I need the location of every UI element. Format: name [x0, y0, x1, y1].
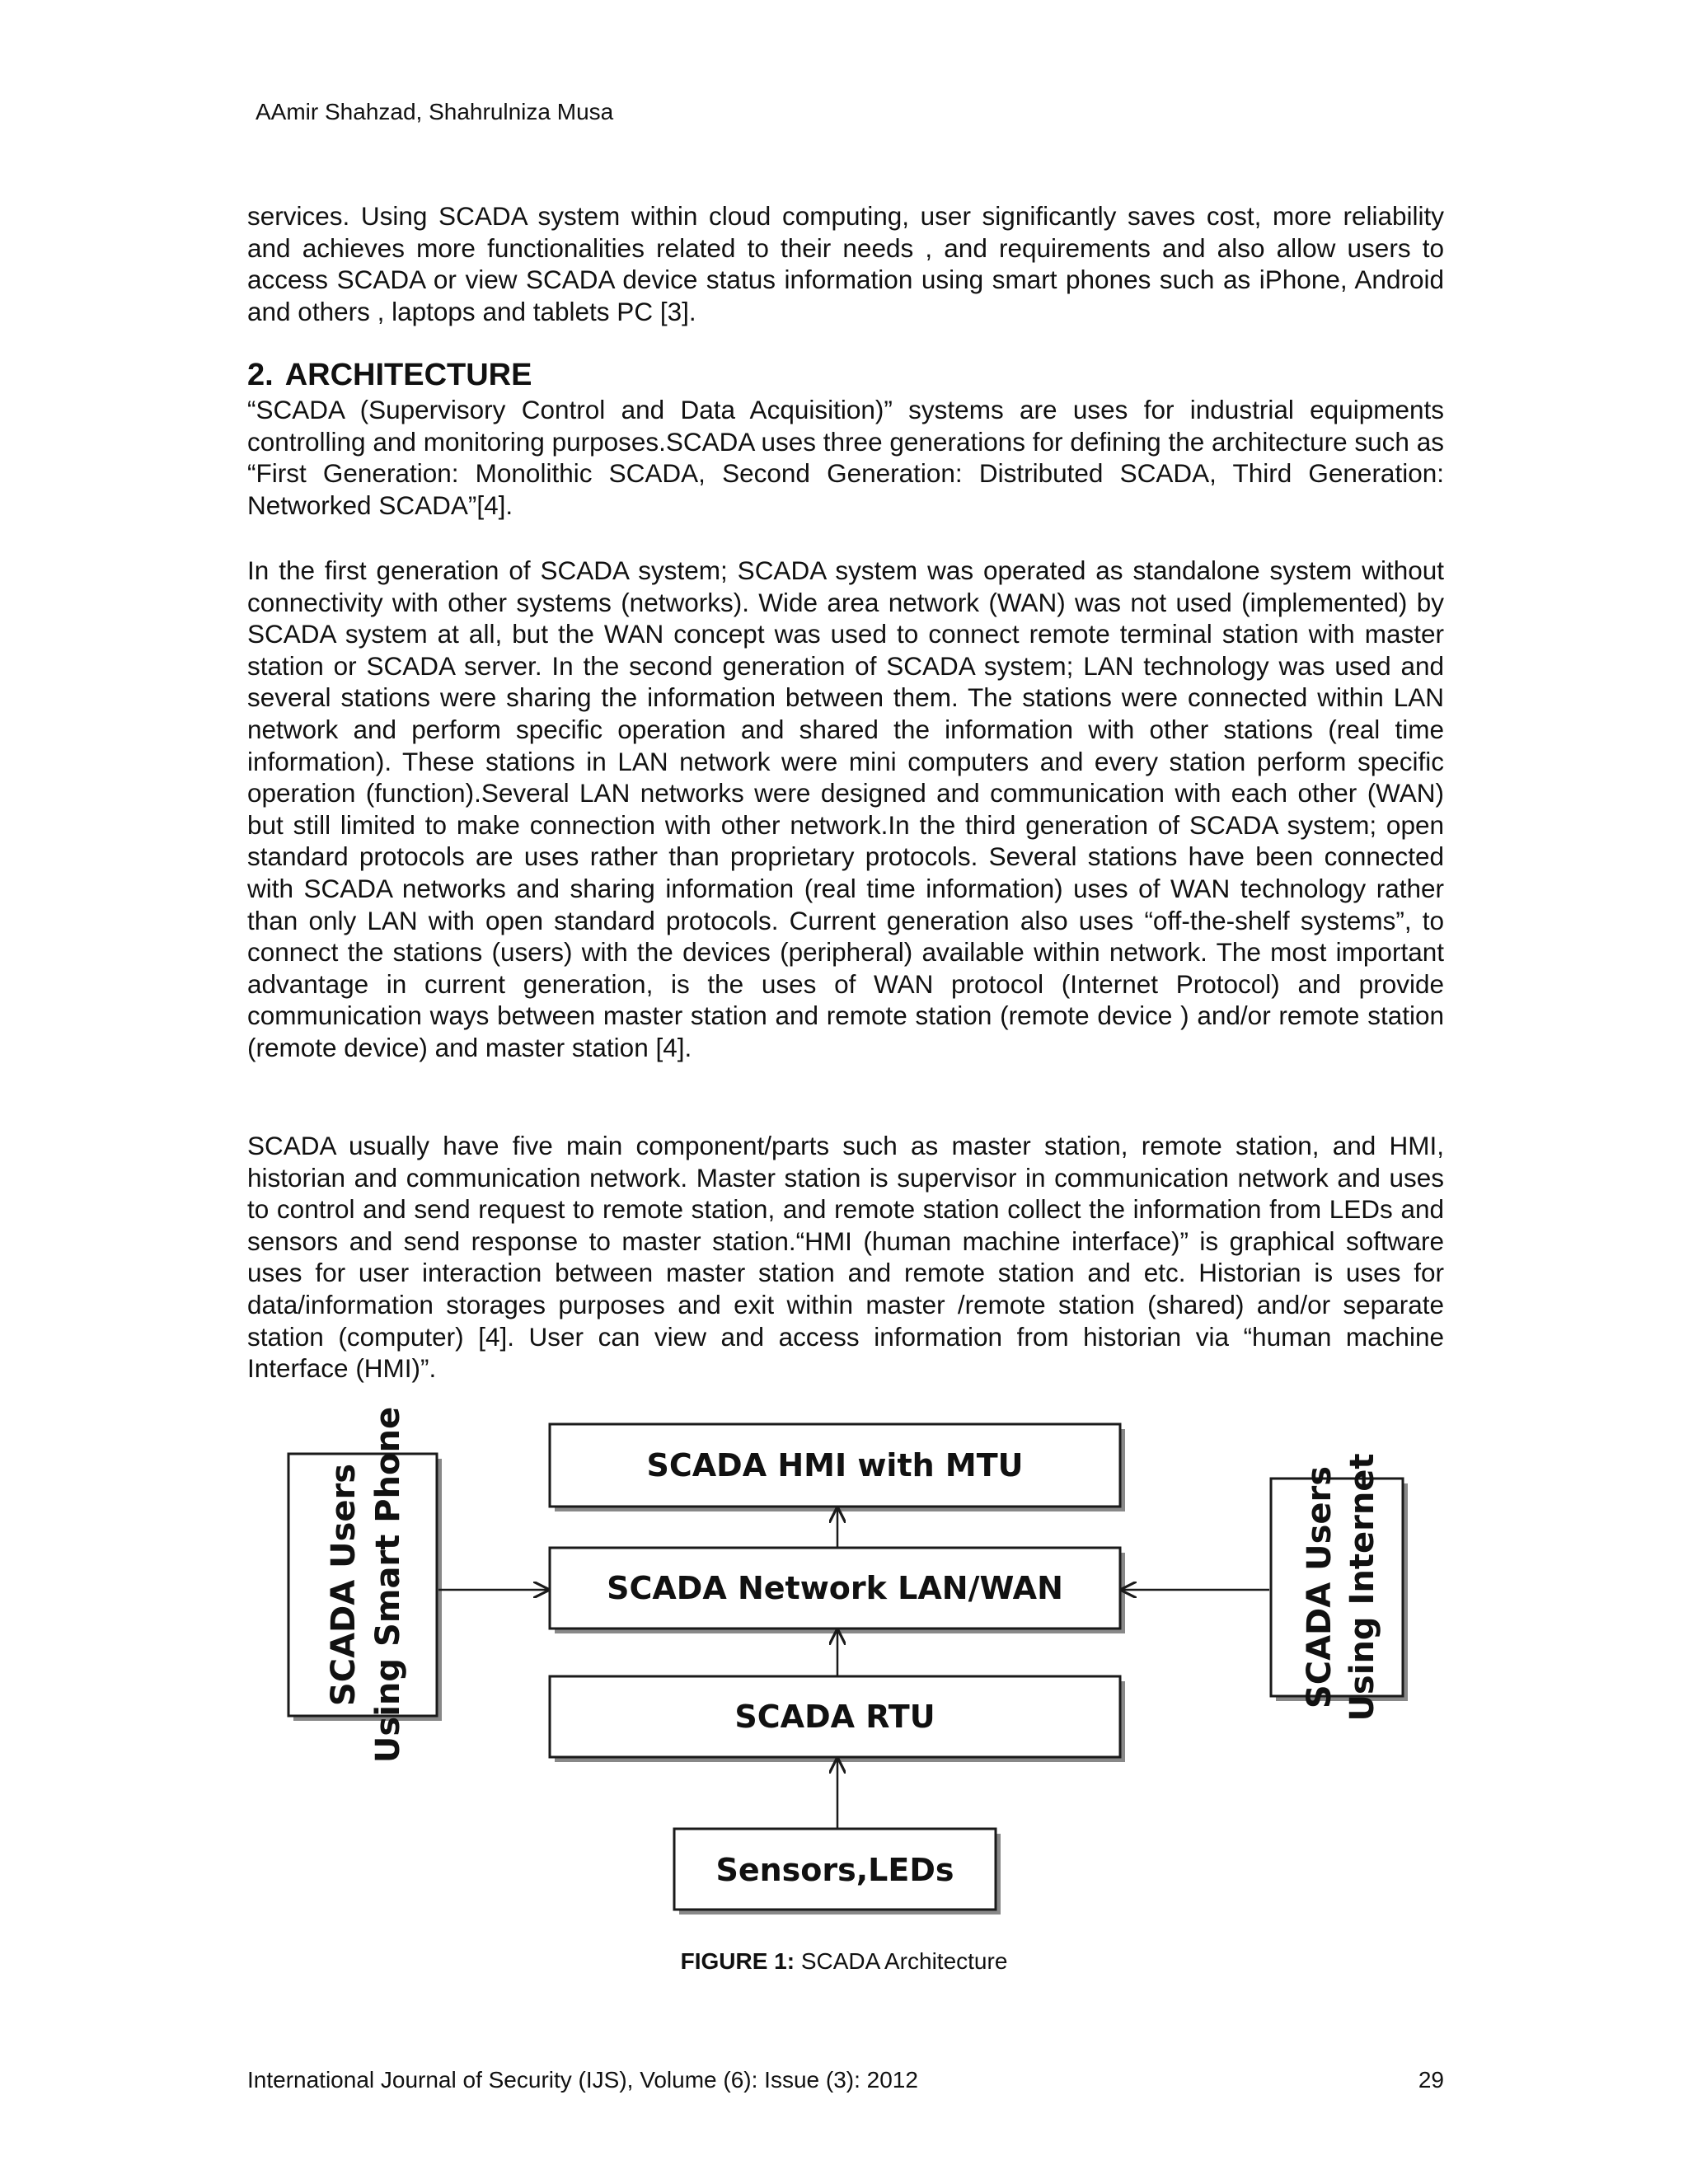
- rtu-box-label: SCADA RTU: [734, 1699, 935, 1735]
- figure-caption-text: SCADA Architecture: [795, 1948, 1008, 1974]
- network-box: [550, 1548, 1125, 1633]
- internet-users-line1: SCADA Users: [1301, 1465, 1339, 1709]
- running-header-authors: AAmir Shahzad, Shahrulniza Musa: [256, 99, 614, 124]
- smartphone-users-line1: SCADA Users: [325, 1463, 363, 1707]
- body-paragraph-1: “SCADA (Supervisory Control and Data Acquisition)” systems are uses for industrial equipments controlling and monitoring purposes.SCADA uses three generations for defining the architecture such as “First Generation: Monolithic SCADA, Second Generation: Distributed SCADA, Third Generation: Networked SCADA”[4].: [247, 395, 1444, 520]
- page-number: 29: [1418, 2067, 1444, 2093]
- section-title: ARCHITECTURE: [284, 358, 532, 392]
- internet-users-box: [1271, 1453, 1408, 1721]
- internet-users-line2: Using Internet: [1343, 1453, 1381, 1722]
- footer-journal: International Journal of Security (IJS), Volume (6): Issue (3): 2012: [247, 2067, 918, 2093]
- section-number: 2.: [247, 358, 274, 392]
- network-box-label: SCADA Network LAN/WAN: [607, 1570, 1063, 1606]
- sensors-box-label: Sensors,LEDs: [715, 1852, 954, 1888]
- body-paragraph-2: In the first generation of SCADA system; SCADA system was operated as standalone system without connectivity with other systems (networks). Wide area network (WAN) was not used (implemented) by SCADA system at all, but the WAN concept was used to connect remote terminal station with master station or SCADA server. In the second generation of SCADA system; LAN technology was used and several stations were sharing the information between them. The stations were connected within LAN network and perform specific operation and shared the information with other stations (real time information). These stations in LAN network were mini computers and every station perform specific operation (function).Several LAN networks were designed and communication with each other (WAN) but still limited to make connection with other network.In the third generation of SCADA system; open standard protocols are uses rather than proprietary protocols. Several stations have been connected with SCADA networks and sharing information (real time information) uses of WAN technology rather than only LAN with open standard protocols. Current generation also uses “off-the-shelf systems”, to connect the stations (users) with the devices (peripheral) available within network. The most important advantage in current generation, is the uses of WAN protocol (Internet Protocol) and provide communication ways between master station and remote station (remote device ) and/or remote station (remote device) and master station [4].: [247, 555, 1444, 1062]
- smartphone-users-box: [288, 1407, 442, 1763]
- rtu-box: [550, 1676, 1125, 1762]
- smartphone-users-line2: Using Smart Phone: [369, 1406, 407, 1764]
- sensors-box: [674, 1829, 1001, 1915]
- hmi-box-label: SCADA HMI with MTU: [646, 1447, 1024, 1483]
- hmi-box: [550, 1424, 1125, 1511]
- intro-paragraph: services. Using SCADA system within cloud computing, user significantly saves cost, more reliability and achieves more functionalities related to their needs , and requirements and also allow users to access SCADA or view SCADA device status information using smart phones such as iPhone, Android and others , laptops and tablets PC [3].: [247, 201, 1444, 326]
- body-paragraph-3: SCADA usually have five main component/parts such as master station, remote station, and HMI, historian and communication network. Master station is supervisor in communication network and uses to control and send request to remote station, and remote station collect the information from LEDs and sensors and send response to master station.“HMI (human machine interface)” is graphical software uses for user interaction between master station and remote station and etc. Historian is uses for data/information storages purposes and exit within master /remote station (shared) and/or separate station (computer) [4]. User can view and access information from historian via “human machine Interface (HMI)”.: [247, 1131, 1444, 1384]
- figure-caption-label: FIGURE 1:: [680, 1948, 795, 1974]
- figure-caption: [0, 1948, 1688, 1975]
